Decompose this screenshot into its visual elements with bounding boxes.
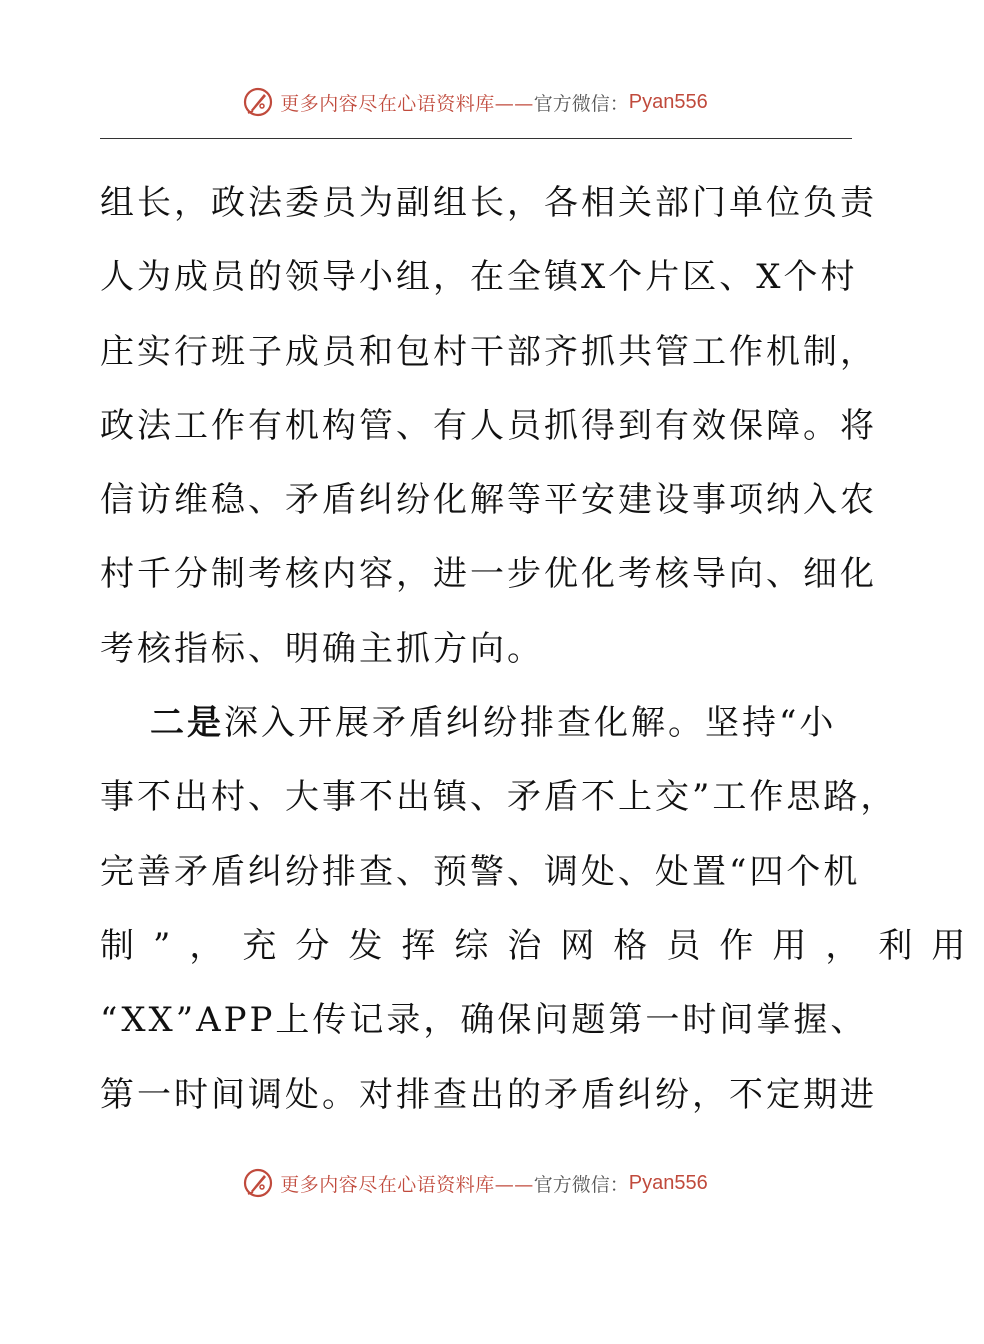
- paragraph-lead-heading: 二是: [150, 703, 224, 744]
- paragraph-line: 完 善 矛 盾 纠 纷 排 查 、 预 警 、 调 处 、 处 置 “ 四 个 机: [100, 851, 861, 892]
- footer-wechat-id: Pyan556: [628, 1171, 708, 1194]
- paragraph-line: 信 访 维 稳 、 矛 盾 纠 纷 化 解 等 平 安 建 设 事 项 纳 入 农: [100, 480, 877, 521]
- header-wechat-id: Pyan556: [628, 90, 708, 113]
- paragraph-line: 事不出村、大事不出镇、矛盾不上交”工作思路，: [100, 777, 898, 818]
- quill-pen-logo-icon: [242, 1167, 274, 1199]
- header-divider: [100, 138, 852, 139]
- page-footer: [0, 1163, 950, 1203]
- header-wechat-label: 官方微信：: [533, 92, 629, 115]
- paragraph-line: 村 千 分 制 考 核 内 容 ， 进 一 步 优 化 考 核 导 向 、 细 化: [100, 554, 877, 595]
- paragraph-line: 第 一 时 间 调 处 。 对 排 查 出 的 矛 盾 纠 纷 ， 不 定 期 进: [100, 1074, 877, 1115]
- document-body: [100, 166, 984, 1132]
- paragraph-line-text: 深入开展矛盾纠纷排查化解。坚持“小: [224, 703, 837, 744]
- paragraph-line: 政 法 工 作 有 机 构 管 、 有 人 员 抓 得 到 有 效 保 障 。 将: [100, 405, 877, 446]
- paragraph-line: 考核指标、明确主抓方向。: [100, 628, 544, 669]
- paragraph-line: 组 长 ， 政 法 委 员 为 副 组 长 ， 各 相 关 部 门 单 位 负 责: [100, 183, 877, 223]
- paragraph-line: 制”，充分发挥综治网格员作用，利用: [100, 925, 984, 966]
- paragraph-line: 庄 实 行 班 子 成 员 和 包 村 干 部 齐 抓 共 管 工 作 机 制 ，: [100, 331, 877, 372]
- footer-wechat-label: 官方微信：: [533, 1173, 629, 1196]
- footer-brand-text: 更多内容尽在心语资料库——: [280, 1173, 534, 1196]
- paragraph-line: “XX”APP上传记录，确保问题第一时间掌握、: [100, 1000, 868, 1041]
- header-brand-text: 更多内容尽在心语资料库——: [280, 92, 534, 115]
- quill-pen-logo-icon: [242, 86, 274, 118]
- paragraph-line: 人 为 成 员 的 领 导 小 组 ， 在 全 镇 X 个 片 区 、 X 个 村: [100, 257, 858, 298]
- paragraph-first-line: [100, 686, 852, 760]
- page-header: [0, 82, 950, 122]
